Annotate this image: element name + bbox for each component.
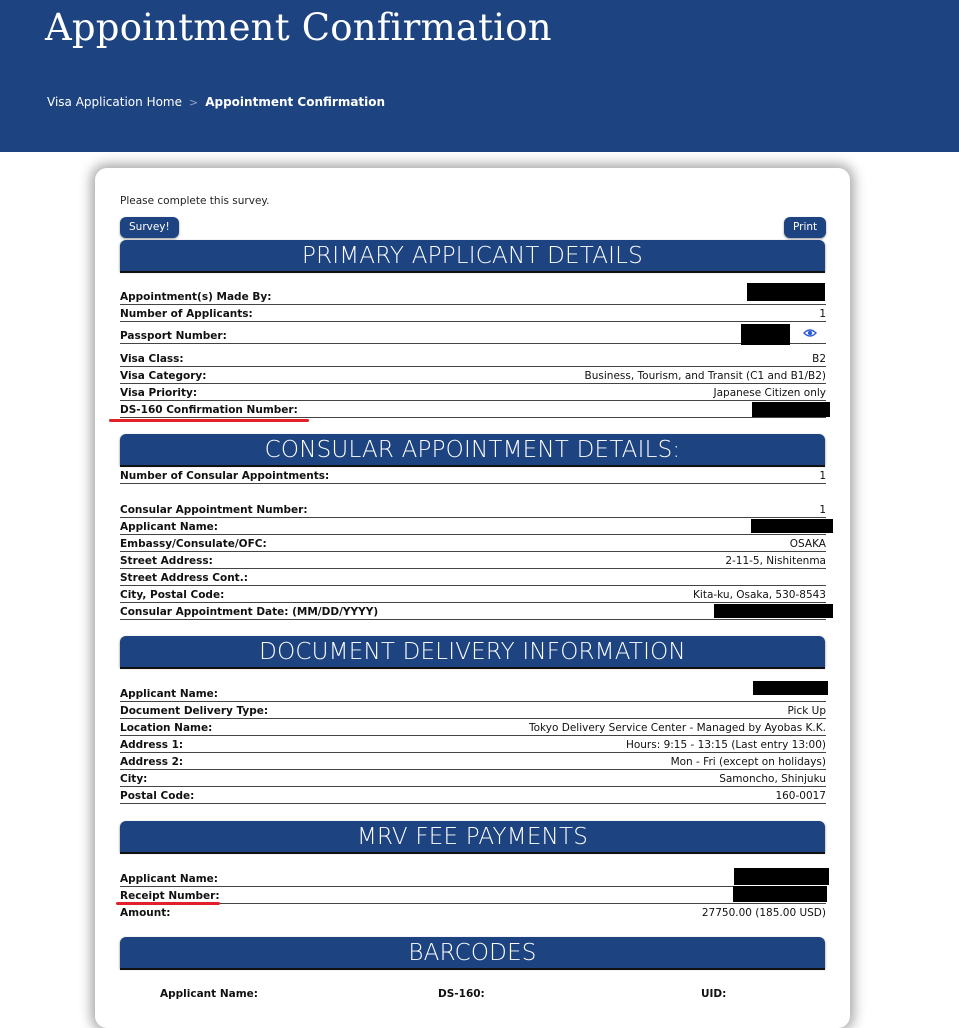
row-label: Passport Number: [120, 330, 227, 342]
row-value: Samoncho, Shinjuku [719, 773, 826, 785]
row-location-name [120, 719, 826, 736]
row-label: DS-160 Confirmation Number: [120, 404, 298, 416]
row-label: Visa Class: [120, 353, 184, 365]
section-header-delivery: DOCUMENT DELIVERY INFORMATION [120, 636, 825, 667]
row-label: Document Delivery Type: [120, 705, 269, 717]
print-button[interactable]: Print [784, 217, 826, 238]
row-document-delivery-type [120, 702, 826, 719]
row-label: Visa Category: [120, 370, 207, 382]
survey-button[interactable]: Survey! [120, 217, 179, 238]
row-visa-priority [120, 384, 826, 401]
row-street-address [120, 552, 826, 569]
row-label: City: [120, 773, 148, 785]
row-label: City, Postal Code: [120, 589, 225, 601]
redaction-block [752, 402, 830, 417]
redaction-block [734, 868, 829, 885]
row-label: Street Address Cont.: [120, 572, 248, 584]
row-value: 1 [819, 504, 826, 516]
row-label: Consular Appointment Number: [120, 504, 308, 516]
row-value: Business, Tourism, and Transit (C1 and B1/B2) [584, 370, 826, 382]
redaction-block [753, 681, 828, 695]
row-mrv-applicant-name [120, 870, 826, 887]
reveal-eye-icon[interactable] [803, 327, 817, 339]
row-street-address-cont [120, 569, 826, 586]
row-address-2 [120, 753, 826, 770]
row-amount [120, 904, 826, 920]
redaction-block [747, 283, 825, 301]
row-city [120, 770, 826, 787]
section-header-consular: CONSULAR APPOINTMENT DETAILS: [120, 434, 825, 465]
row-appointment-made-by [120, 288, 826, 305]
row-label: Consular Appointment Date: (MM/DD/YYYY) [120, 606, 379, 618]
row-label: Visa Priority: [120, 387, 198, 399]
row-delivery-applicant-name [120, 685, 826, 702]
barcode-label-ds160: DS-160: [438, 988, 485, 1000]
breadcrumb-current: Appointment Confirmation [205, 95, 386, 109]
row-label: Applicant Name: [120, 688, 218, 700]
row-number-of-applicants [120, 305, 826, 322]
row-value: Tokyo Delivery Service Center - Managed by Ayobas K.K. [529, 722, 826, 734]
row-consular-appointment-number [120, 501, 826, 518]
row-value: Pick Up [787, 705, 826, 717]
section-header-primary: PRIMARY APPLICANT DETAILS [120, 240, 825, 271]
breadcrumb-home-link[interactable]: Visa Application Home [47, 95, 182, 109]
row-address-1 [120, 736, 826, 753]
row-value: Japanese Citizen only [713, 387, 826, 399]
barcode-label-uid: UID: [701, 988, 727, 1000]
row-value: 2-11-5, Nishitenma [725, 555, 826, 567]
section-header-mrv: MRV FEE PAYMENTS [120, 821, 825, 852]
row-label: Applicant Name: [120, 521, 218, 533]
row-embassy [120, 535, 826, 552]
row-label: Embassy/Consulate/OFC: [120, 538, 267, 550]
row-passport-number [120, 322, 826, 344]
redaction-block [741, 324, 790, 345]
row-label: Address 2: [120, 756, 184, 768]
row-label: Number of Applicants: [120, 308, 253, 320]
highlight-underline [109, 419, 309, 422]
page-header [0, 0, 959, 152]
redaction-block [714, 604, 833, 618]
row-label: Amount: [120, 907, 171, 919]
row-label: Location Name: [120, 722, 213, 734]
row-value: 160-0017 [775, 790, 826, 802]
row-value: Hours: 9:15 - 13:15 (Last entry 13:00) [625, 739, 826, 751]
survey-prompt: Please complete this survey. [120, 195, 270, 207]
row-consular-applicant-name [120, 518, 826, 535]
row-value: B2 [812, 353, 826, 365]
row-receipt-number [120, 887, 826, 904]
row-label: Number of Consular Appointments: [120, 470, 330, 482]
row-ds160-confirmation [120, 401, 826, 418]
row-label: Appointment(s) Made By: [120, 291, 272, 303]
row-postal-code [120, 787, 826, 804]
breadcrumb [47, 95, 385, 109]
row-value: Kita-ku, Osaka, 530-8543 [693, 589, 826, 601]
row-label: Applicant Name: [120, 873, 218, 885]
row-value: 1 [819, 308, 826, 320]
row-value: 27750.00 (185.00 USD) [701, 907, 826, 919]
row-label: Postal Code: [120, 790, 195, 802]
page-title: Appointment Confirmation [45, 6, 552, 49]
barcode-label-applicant: Applicant Name: [160, 988, 258, 1000]
row-value: OSAKA [789, 538, 826, 550]
row-value: Mon - Fri (except on holidays) [670, 756, 826, 768]
row-value: 1 [819, 470, 826, 482]
redaction-block [751, 519, 833, 533]
row-visa-category [120, 367, 826, 384]
row-city-postal [120, 586, 826, 603]
redaction-block [733, 886, 827, 902]
breadcrumb-separator: > [189, 96, 199, 109]
row-visa-class [120, 350, 826, 367]
highlight-underline [116, 902, 220, 905]
row-label: Street Address: [120, 555, 213, 567]
row-label: Receipt Number: [120, 890, 220, 902]
section-header-barcodes: BARCODES [120, 937, 825, 968]
row-number-of-consular-appointments [120, 467, 826, 484]
row-label: Address 1: [120, 739, 184, 751]
